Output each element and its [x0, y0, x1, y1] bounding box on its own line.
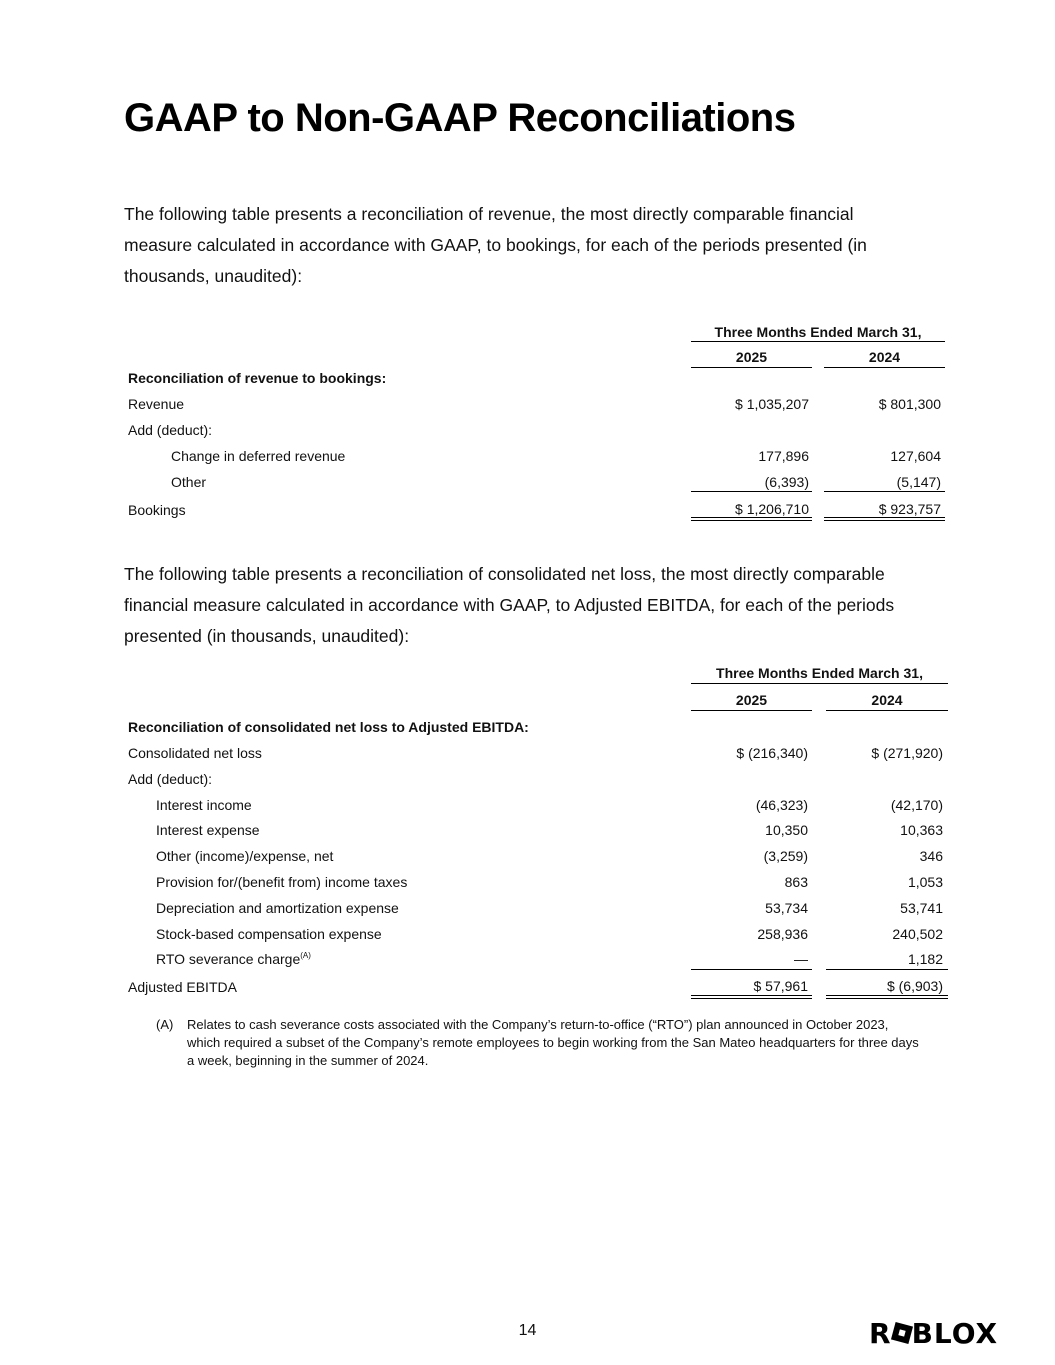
row-label: Consolidated net loss — [128, 745, 262, 761]
subtotal-rule — [691, 969, 812, 970]
value-2024: 346 — [919, 848, 943, 864]
value-2024: 53,741 — [900, 900, 943, 916]
column-rule — [691, 367, 812, 368]
value-2024: $ (271,920) — [871, 745, 943, 761]
total-double-rule — [691, 517, 812, 521]
row-label — [156, 951, 311, 967]
roblox-logo: R BLOX — [869, 1317, 999, 1350]
value-2024: 1,053 — [907, 874, 943, 890]
column-header-2024: 2024 — [868, 349, 901, 365]
intro-paragraph-ebitda: The following table presents a reconciliation of consolidated net loss, the most directly comparable financial measure calculated in accordance with GAAP, to Adjusted EBITDA, for each of the periods presented (in thousands, unaudited): — [124, 564, 895, 646]
subtotal-rule — [824, 491, 945, 492]
value-2025: 863 — [784, 874, 808, 890]
value-2025: 53,734 — [765, 900, 808, 916]
row-label: Add (deduct): — [128, 422, 213, 438]
value-2025: $ 1,206,710 — [735, 501, 809, 517]
value-2025: $ (216,340) — [736, 745, 808, 761]
value-2024: $ (6,903) — [886, 978, 943, 994]
column-header-2025: 2025 — [735, 349, 768, 365]
row-label: Revenue — [128, 396, 185, 412]
total-double-rule — [826, 995, 948, 999]
row-label: Bookings — [128, 502, 186, 518]
column-rule — [691, 710, 812, 711]
total-double-rule — [824, 517, 945, 521]
row-label: Other — [171, 474, 207, 490]
column-rule — [824, 367, 945, 368]
period-header: Three Months Ended March 31, — [714, 324, 922, 340]
footnote-reference: (A) — [300, 951, 311, 960]
section-heading: Reconciliation of consolidated net loss to Adjusted EBITDA: — [128, 719, 529, 735]
row-label: Change in deferred revenue — [171, 448, 346, 464]
value-2025: 177,896 — [758, 448, 809, 464]
total-double-rule — [691, 995, 812, 999]
value-2024: (5,147) — [896, 474, 941, 490]
row-label: Stock-based compensation expense — [156, 926, 382, 942]
value-2025: (46,323) — [755, 797, 808, 813]
value-2025: $ 1,035,207 — [735, 396, 809, 412]
row-label: Provision for/(benefit from) income taxes — [156, 874, 408, 890]
value-2024: $ 801,300 — [878, 396, 941, 412]
page-title: GAAP to Non-GAAP Reconciliations — [124, 96, 796, 140]
row-label: Add (deduct): — [128, 771, 213, 787]
row-label: Interest expense — [156, 822, 260, 838]
intro-paragraph-revenue: The following table presents a reconciliation of revenue, the most directly comparable financial measure calculated in accordance with GAAP, to bookings, for each of the periods presented (in thousands, unaudited): — [124, 204, 867, 286]
footnote-text: Relates to cash severance costs associated with the Company’s return-to-office (“RTO”) plan announced in October 2023, which required a subset of the Company’s remote employees to begin working from the San Mateo headquarters for three days a week, beginning in the summer of 2024. — [187, 1017, 919, 1068]
footnote-marker: (A) — [156, 1017, 174, 1032]
column-rule — [826, 710, 948, 711]
subtotal-rule — [826, 969, 948, 970]
value-2024: 240,502 — [892, 926, 943, 942]
page-number: 14 — [518, 1322, 537, 1339]
row-label: Interest income — [156, 797, 252, 813]
row-label: Depreciation and amortization expense — [156, 900, 399, 916]
period-header: Three Months Ended March 31, — [716, 665, 923, 681]
value-2025: 258,936 — [757, 926, 808, 942]
section-heading: Reconciliation of revenue to bookings: — [128, 370, 387, 386]
value-2025: — — [794, 951, 808, 967]
value-2025: $ 57,961 — [753, 978, 808, 994]
value-2024: (42,170) — [890, 797, 943, 813]
value-2025: 10,350 — [765, 822, 808, 838]
value-2024: 1,182 — [907, 951, 943, 967]
value-2024: $ 923,757 — [878, 501, 941, 517]
row-label-text: RTO severance charge — [156, 951, 301, 967]
value-2025: (6,393) — [764, 474, 809, 490]
header-rule — [691, 683, 948, 684]
value-2024: 127,604 — [890, 448, 941, 464]
value-2025: (3,259) — [763, 848, 808, 864]
row-label: Adjusted EBITDA — [128, 979, 237, 995]
column-header-2025: 2025 — [735, 692, 768, 708]
header-rule — [691, 341, 945, 342]
row-label: Other (income)/expense, net — [156, 848, 334, 864]
column-header-2024: 2024 — [871, 692, 903, 708]
value-2024: 10,363 — [900, 822, 943, 838]
subtotal-rule — [691, 491, 812, 492]
